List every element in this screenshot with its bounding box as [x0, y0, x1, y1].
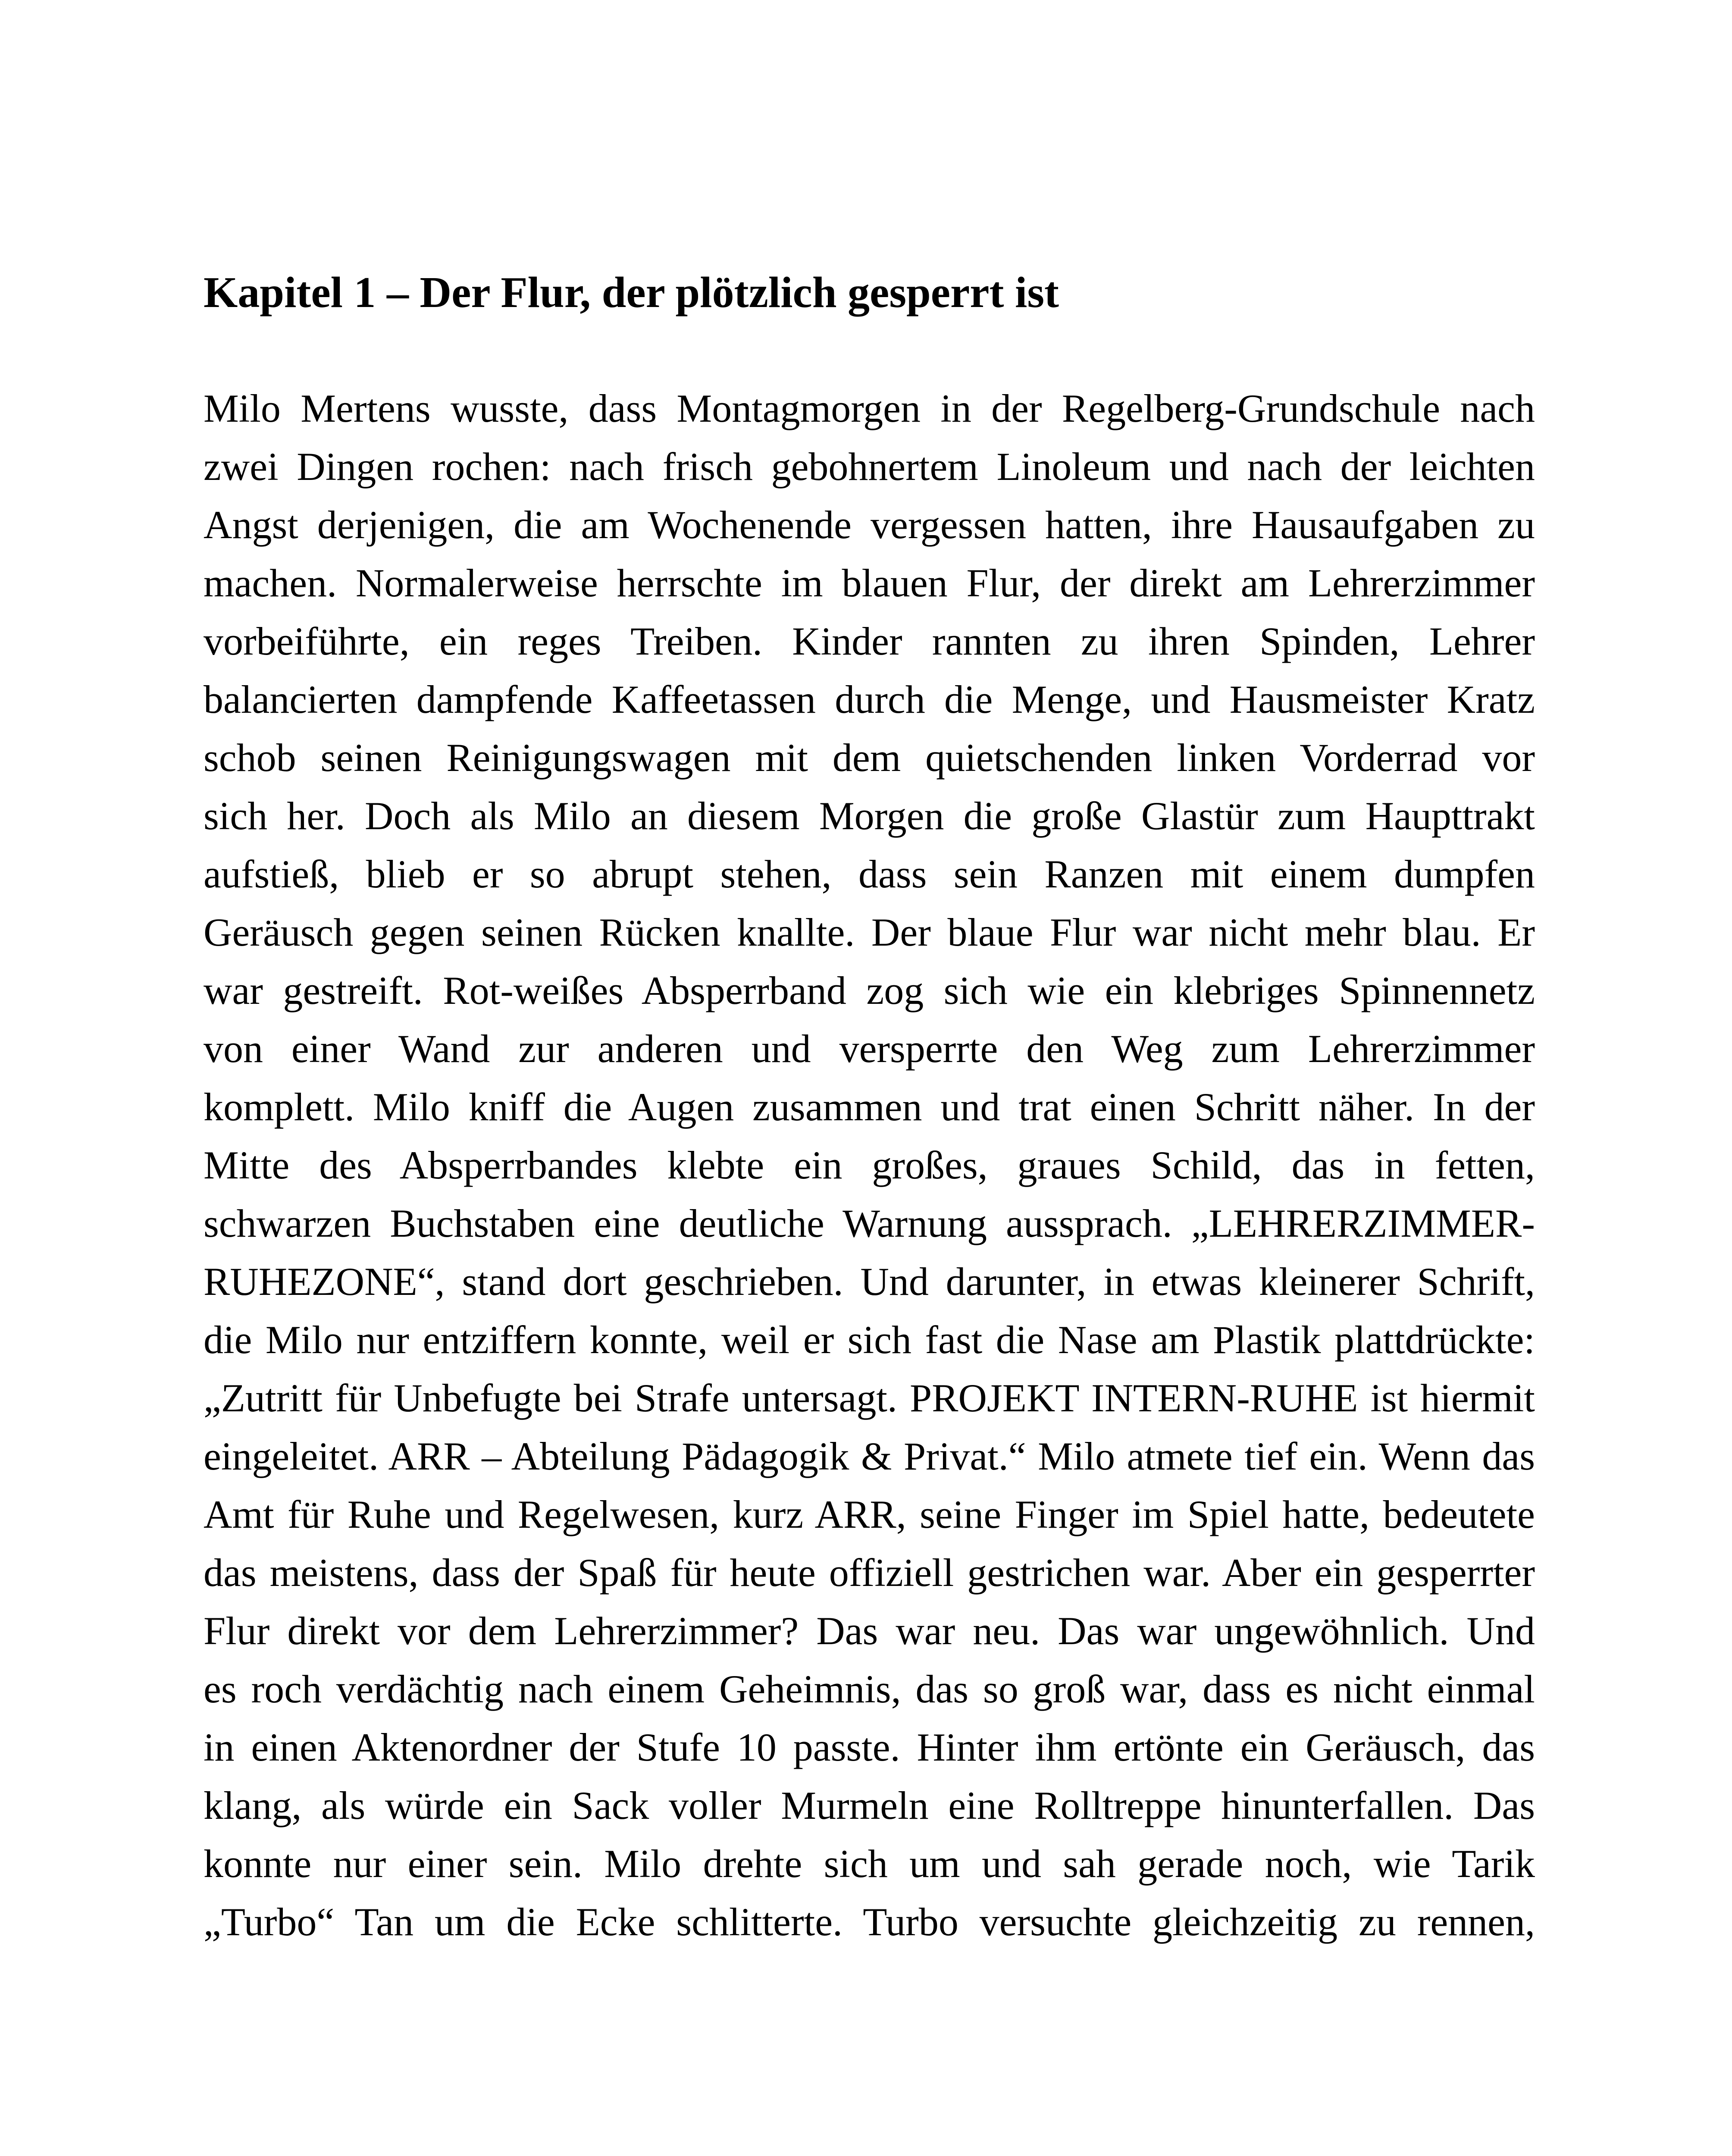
text-line: konnte nur einer sein. Milo drehte sich um und sah gerade noch, wie Tarik	[204, 1842, 1535, 1886]
text-line: klang, als würde ein Sack voller Murmeln eine Rolltreppe hinunterfallen. Das	[204, 1783, 1535, 1827]
text-line: Mitte des Absperrbandes klebte ein großes, graues Schild, das in fetten,	[204, 1143, 1535, 1187]
text-line: schob seinen Reinigungswagen mit dem quietschenden linken Vorderrad vor	[204, 736, 1535, 780]
cut-off-word: nach	[1460, 386, 1535, 430]
text-line: „Turbo“ Tan um die Ecke schlitterte. Turbo versuchte gleichzeitig zu rennen,	[204, 1900, 1535, 1944]
text-line: das meistens, dass der Spaß für heute offiziell gestrichen war. Aber ein gesperrter	[204, 1551, 1535, 1595]
text-line: die Milo nur entziffern konnte, weil er sich fast die Nase am Plastik plattdrückte:	[204, 1318, 1535, 1362]
text-line: in einen Aktenordner der Stufe 10 passte. Hinter ihm ertönte ein Geräusch, das	[204, 1725, 1535, 1769]
text-line: schwarzen Buchstaben eine deutliche Warnung aussprach. „LEHRERZIMMER-	[204, 1201, 1535, 1245]
text-line: aufstieß, blieb er so abrupt stehen, dass sein Ranzen mit einem dumpfen	[204, 852, 1535, 896]
text-line: eingeleitet. ARR – Abteilung Pädagogik & Privat.“ Milo atmete tief ein. Wenn das	[204, 1434, 1535, 1478]
text-line: Geräusch gegen seinen Rücken knallte. Der blaue Flur war nicht mehr blau. Er	[204, 910, 1535, 954]
text-line: zwei Dingen rochen: nach frisch gebohnertem Linoleum und nach der leichten	[204, 445, 1535, 489]
text-line: von einer Wand zur anderen und versperrte den Weg zum Lehrerzimmer	[204, 1027, 1535, 1071]
text-line: komplett. Milo kniff die Augen zusammen und trat einen Schritt näher. In der	[204, 1085, 1535, 1129]
text-line: es roch verdächtig nach einem Geheimnis, das so groß war, dass es nicht einmal	[204, 1667, 1535, 1711]
text-line: „Zutritt für Unbefugte bei Strafe untersagt. PROJEKT INTERN-RUHE ist hiermit	[204, 1376, 1535, 1420]
text-line: RUHEZONE“, stand dort geschrieben. Und darunter, in etwas kleinerer Schrift,	[204, 1260, 1535, 1304]
chapter-body	[204, 379, 1535, 1951]
text-line: Milo Mertens wusste, dass Montagmorgen in der Regelberg-Grundschule nach	[204, 379, 1535, 438]
text-line: vorbeiführte, ein reges Treiben. Kinder rannten zu ihren Spinden, Lehrer	[204, 619, 1535, 663]
text-line: Angst derjenigen, die am Wochenende vergessen hatten, ihre Hausaufgaben zu	[204, 503, 1535, 547]
text-line: balancierten dampfende Kaffeetassen durch die Menge, und Hausmeister Kratz	[204, 677, 1535, 721]
text-line: sich her. Doch als Milo an diesem Morgen die große Glastür zum Haupttrakt	[204, 794, 1535, 838]
text-line: war gestreift. Rot-weißes Absperrband zog sich wie ein klebriges Spinnennetz	[204, 968, 1535, 1012]
chapter-title: Kapitel 1 – Der Flur, der plötzlich gesperrt ist	[204, 268, 1059, 317]
text-line: Amt für Ruhe und Regelwesen, kurz ARR, seine Finger im Spiel hatte, bedeutete	[204, 1492, 1535, 1536]
text-line: machen. Normalerweise herrschte im blauen Flur, der direkt am Lehrerzimmer	[204, 561, 1535, 605]
text-line: Flur direkt vor dem Lehrerzimmer? Das war neu. Das war ungewöhnlich. Und	[204, 1609, 1535, 1653]
